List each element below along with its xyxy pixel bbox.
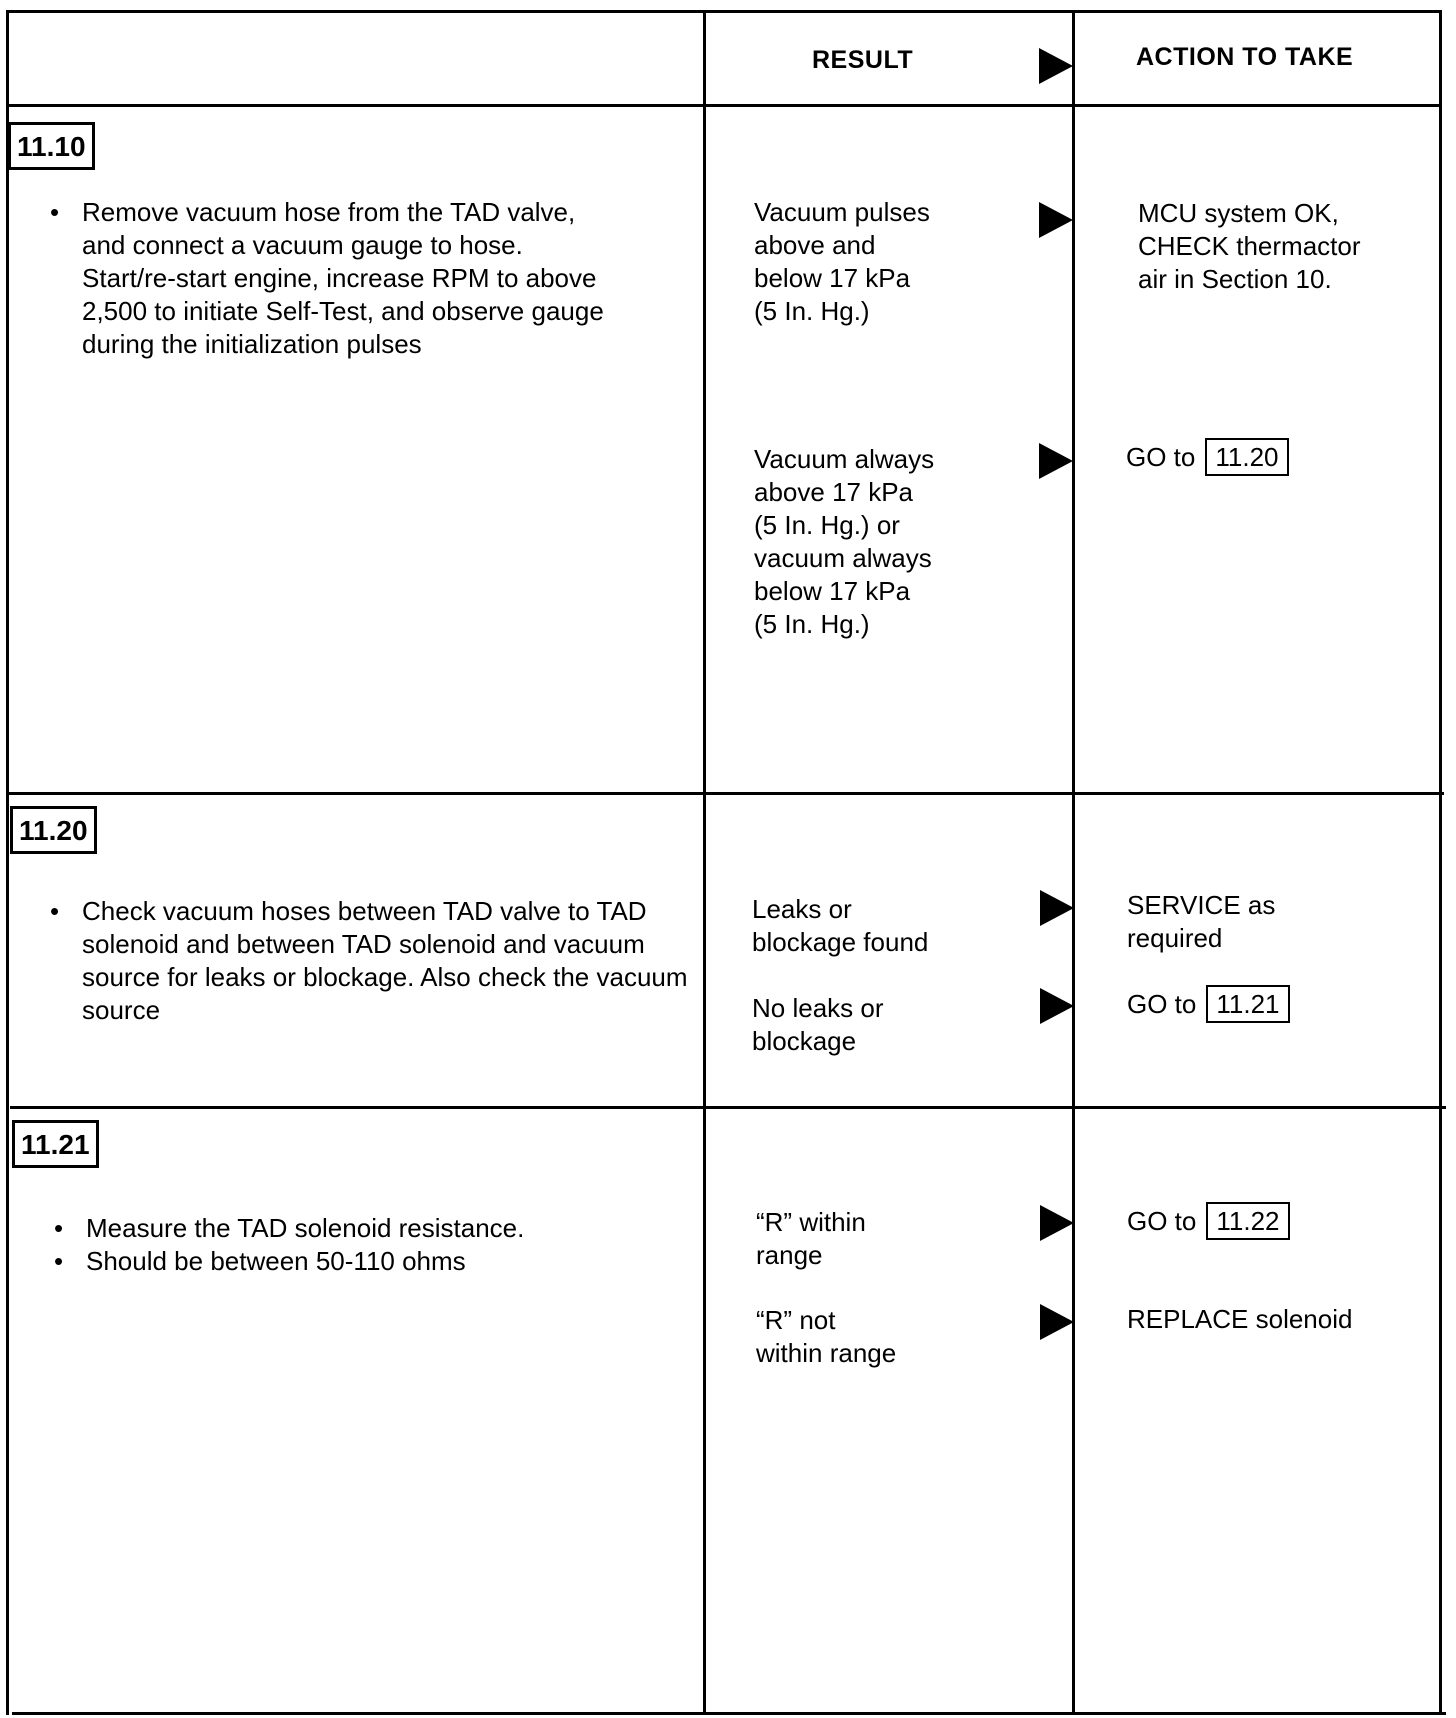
action-text: MCU system OK, CHECK thermactor air in Section 10. (1138, 198, 1361, 294)
result-text: Leaks or blockage found (752, 894, 929, 957)
result-text: “R” not within range (756, 1305, 897, 1368)
result-arrow-icon (1040, 1304, 1074, 1340)
step-procedure (50, 895, 690, 1027)
result-arrow-icon (1040, 1205, 1074, 1241)
result-column-divider (703, 10, 706, 1715)
result-text: Vacuum pulses above and below 17 kPa (5 In. Hg.) (754, 197, 930, 326)
action-text: REPLACE solenoid (1127, 1304, 1353, 1334)
step-id: 11.20 (10, 806, 97, 854)
procedure-bullet: • Measure the TAD solenoid resistance. (54, 1212, 674, 1245)
table-right-border (1439, 10, 1442, 1715)
result-arrow-icon (1039, 443, 1073, 479)
step-id: 11.10 (8, 122, 95, 170)
go-to-label: GO to (1127, 1205, 1197, 1236)
table-left-border (6, 10, 9, 1715)
result-arrow-icon (1039, 202, 1073, 238)
go-to-step-link[interactable] (1126, 438, 1289, 476)
go-to-step-link[interactable] (1127, 985, 1290, 1023)
step-procedure (50, 196, 610, 361)
go-to-label: GO to (1127, 988, 1197, 1019)
action-column-header: ACTION TO TAKE (1136, 43, 1354, 71)
action-column-divider (1072, 10, 1075, 1715)
table-bottom-border (12, 1712, 1446, 1715)
header-arrow-icon (1039, 48, 1073, 84)
step-id: 11.21 (12, 1120, 99, 1168)
step-11-20-bottom-border (10, 1106, 1446, 1109)
step-11-10-bottom-border (8, 792, 1444, 795)
procedure-bullet: • Should be between 50-110 ohms (54, 1245, 674, 1278)
step-procedure (54, 1212, 674, 1278)
go-to-label: GO to (1126, 441, 1196, 472)
header-bottom-border (6, 104, 1442, 107)
step-reference-box[interactable]: 11.22 (1206, 1202, 1289, 1240)
result-text: “R” within range (756, 1207, 866, 1270)
result-text: No leaks or blockage (752, 993, 884, 1056)
procedure-bullet: • Remove vacuum hose from the TAD valve, and connect a vacuum gauge to hose. Start/re-start engine, increase RPM to above 2,500 to initiate Self-Test, and observe gauge during the initialization pulses (50, 196, 610, 361)
step-reference-box[interactable]: 11.20 (1205, 438, 1288, 476)
result-arrow-icon (1040, 988, 1074, 1024)
procedure-bullet: • Check vacuum hoses between TAD valve to TAD solenoid and between TAD solenoid and vacuum source for leaks or blockage. Also check the vacuum source (50, 895, 690, 1027)
result-column-header: RESULT (812, 46, 914, 74)
result-text: Vacuum always above 17 kPa (5 In. Hg.) or vacuum always below 17 kPa (5 In. Hg.) (754, 444, 935, 639)
step-reference-box[interactable]: 11.21 (1206, 985, 1289, 1023)
table-top-border (6, 10, 1442, 13)
go-to-step-link[interactable] (1127, 1202, 1290, 1240)
result-arrow-icon (1040, 890, 1074, 926)
action-text: SERVICE as required (1127, 890, 1276, 953)
